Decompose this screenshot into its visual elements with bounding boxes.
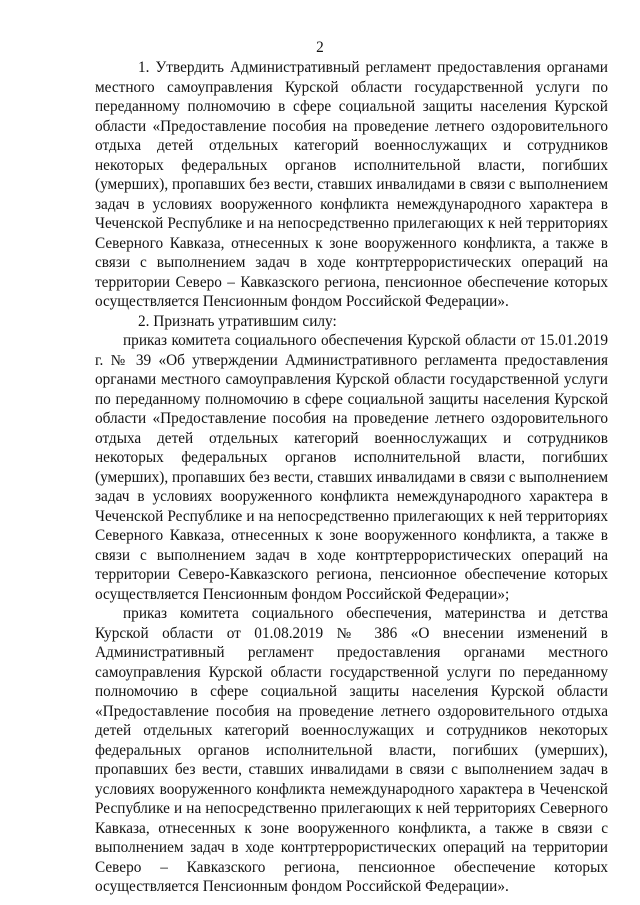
page-number: 2 — [316, 39, 324, 56]
paragraph-repealed-order-39: приказ комитета социального обеспечения Курской области от 15.01.2019 г. № 39 «Об утверждении Административного регламента предоставления органами местного самоуправления Курской области государственной услуги по переданному полномочию в сфере социальной защиты населения Курской области «Предоставление пособия на проведение летнего оздоровительного отдыха детей отдельных категорий военнослужащих и сотрудников некоторых федеральных органов исполнительной власти, погибших (умерших), пропавших без вести, ставших инвалидами в связи с выполнением задач в условиях вооруженного конфликта немеждународного характера в Чеченской Республике и на непосредственно прилегающих к ней территориях Северного Кавказа, отнесенных к зоне вооруженного конфликта, а также в связи с выполнением задач в ходе контртеррористических операций на территории Северо-Кавказского региона, пенсионное обеспечение которых осуществляется Пенсионным фондом Российской Федерации»; — [95, 332, 608, 603]
document-body — [95, 58, 608, 897]
paragraph-approve-regulation: 1. Утвердить Административный регламент предоставления органами местного самоуправления Курской области государственной услуги по переданному полномочию в сфере социальной защиты населения Курской области «Предоставление пособия на проведение летнего оздоровительного отдыха детей отдельных категорий военнослужащих и сотрудников некоторых федеральных органов исполнительной власти, погибших (умерших), пропавших без вести, ставших инвалидами в связи с выполнением задач в условиях вооруженного конфликта немеждународного характера в Чеченской Республике и на непосредственно прилегающих к ней территориях Северного Кавказа, отнесенных к зоне вооруженного конфликта, а также в связи с выполнением задач в ходе контртеррористических операций на территории Северо – Кавказского региона, пенсионное обеспечение которых осуществляется Пенсионным фондом Российской Федерации». — [95, 59, 608, 310]
paragraph-repeal-heading: 2. Признать утратившим силу: — [138, 312, 337, 330]
paragraph-repealed-order-386: приказ комитета социального обеспечения, материнства и детства Курской области от 01.08.2019 № 386 «О внесении изменений в Административный регламент предоставления органами местного самоуправления Курской области государственной услуги по переданному полномочию в сфере социальной защиты населения Курской области «Предоставление пособия на проведение летнего оздоровительного отдыха детей отдельных категорий военнослужащих и сотрудников некоторых федеральных органов исполнительной власти, погибших (умерших), пропавших без вести, ставших инвалидами в связи с выполнением задач в условиях вооруженного конфликта немеждународного характера в Чеченской Республике и на непосредственно прилегающих к ней территориях Северного Кавказа, отнесенных к зоне вооруженного конфликта, а также в связи с выполнением задач в ходе контртеррористических операций на территории Северо – Кавказского региона, пенсионное обеспечение которых осуществляется Пенсионным фондом Российской Федерации». — [95, 605, 608, 895]
